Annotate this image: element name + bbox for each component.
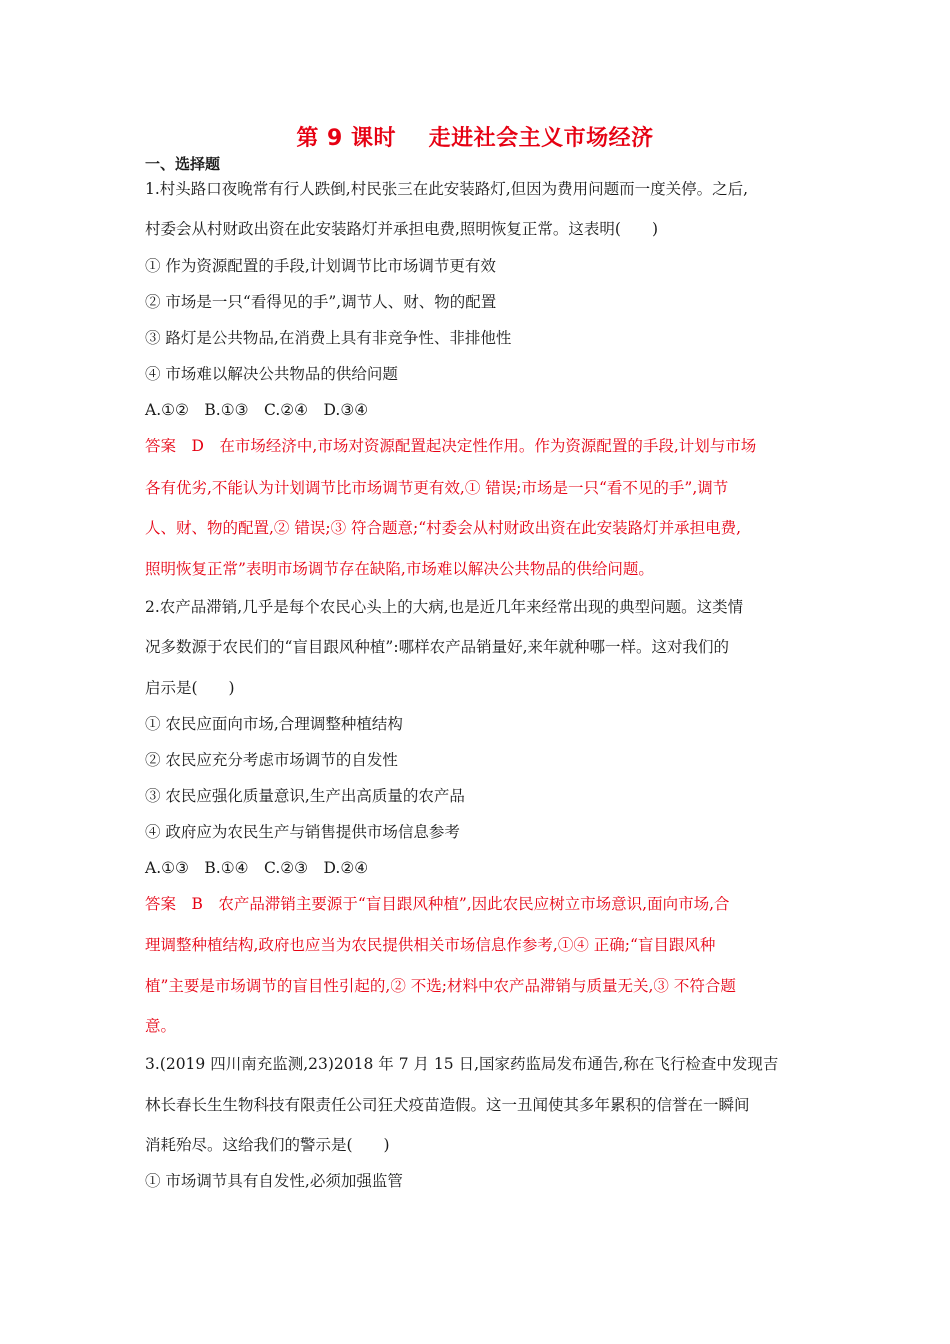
q1-answer-line: 各有优劣,不能认为计划调节比市场调节更有效,① 错误;市场是一只“看不见的手”,调节 xyxy=(145,479,729,497)
q1-option: ④ 市场难以解决公共物品的供给问题 xyxy=(145,365,398,383)
q2-stem-line: 况多数源于农民们的“盲目跟风种植”:哪样农产品销量好,来年就种哪一样。这对我们的 xyxy=(145,638,730,656)
q2-option: ③ 农民应强化质量意识,生产出高质量的农产品 xyxy=(145,787,465,805)
q2-option: ② 农民应充分考虑市场调节的自发性 xyxy=(145,751,398,769)
q1-stem-line: 村委会从村财政出资在此安装路灯并承担电费,照明恢复正常。这表明( ) xyxy=(145,220,659,238)
page-title: 第 9 课时 走进社会主义市场经济 xyxy=(296,126,654,151)
q2-stem-line: 启示是( ) xyxy=(145,679,235,697)
q3-stem-line: 3.(2019 四川南充监测,23)2018 年 7 月 15 日,国家药监局发布通告,称在飞行检查中发现吉 xyxy=(145,1055,779,1073)
q1-answer-line: 照明恢复正常”表明市场调节存在缺陷,市场难以解决公共物品的供给问题。 xyxy=(145,560,654,578)
q1-answer-line: 人、财、物的配置,② 错误;③ 符合题意;“村委会从村财政出资在此安装路灯并承担电费, xyxy=(145,519,742,537)
q1-option: ① 作为资源配置的手段,计划调节比市场调节更有效 xyxy=(145,257,496,275)
q3-stem-line: 消耗殆尽。这给我们的警示是( ) xyxy=(145,1136,390,1154)
q1-option: ② 市场是一只“看得见的手”,调节人、财、物的配置 xyxy=(145,293,497,311)
q1-choices: A.①② B.①③ C.②④ D.③④ xyxy=(145,401,369,419)
q3-stem-line: 林长春长生生物科技有限责任公司狂犬疫苗造假。这一丑闻使其多年累积的信誉在一瞬间 xyxy=(145,1096,750,1114)
q2-answer-line: 意。 xyxy=(145,1017,177,1035)
q2-choices: A.①③ B.①④ C.②③ D.②④ xyxy=(145,859,369,877)
q1-stem-line: 1.村头路口夜晚常有行人跌倒,村民张三在此安装路灯,但因为费用问题而一度关停。之后, xyxy=(145,180,749,198)
q1-option: ③ 路灯是公共物品,在消费上具有非竞争性、非排他性 xyxy=(145,329,512,347)
q2-answer-line: 答案 B 农产品滞销主要源于“盲目跟风种植”,因此农民应树立市场意识,面向市场,合 xyxy=(145,895,730,913)
section-heading: 一、选择题 xyxy=(145,155,221,173)
q1-answer-line: 答案 D 在市场经济中,市场对资源配置起决定性作用。作为资源配置的手段,计划与市场 xyxy=(145,437,757,455)
q2-stem-line: 2.农产品滞销,几乎是每个农民心头上的大病,也是近几年来经常出现的典型问题。这类情 xyxy=(145,598,744,616)
q2-option: ① 农民应面向市场,合理调整种植结构 xyxy=(145,715,403,733)
q2-option: ④ 政府应为农民生产与销售提供市场信息参考 xyxy=(145,823,460,841)
q2-answer-line: 植”主要是市场调节的盲目性引起的,② 不选;材料中农产品滞销与质量无关,③ 不符合题 xyxy=(145,977,736,995)
q2-answer-line: 理调整种植结构,政府也应当为农民提供相关市场信息作参考,①④ 正确;“盲目跟风种 xyxy=(145,936,716,954)
q3-option: ① 市场调节具有自发性,必须加强监管 xyxy=(145,1172,403,1190)
